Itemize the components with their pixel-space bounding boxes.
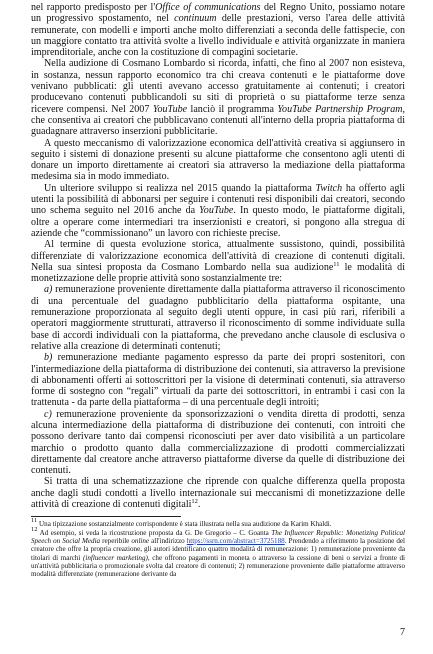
body-text	[31, 2, 405, 510]
footnote-reference: 11	[31, 517, 38, 525]
text-run: reperibile	[100, 536, 132, 545]
text-run: Ad esempio, si veda la ricostruzione proposta da G. De Gregorio – C. Goanta	[37, 528, 272, 537]
list-item-c	[31, 409, 405, 477]
paragraph	[31, 239, 405, 284]
text-run: A questo meccanismo di valorizzazione economica dell'attività creativa si aggiunsero in seguito i sistemi di donazione presenti su alcune piattaforme che consentono agli utenti di donare un importo direttamente ai creatori sia attraverso la mediazione della piattaforma medesima sia in modo immediato.	[31, 137, 405, 183]
footnote-separator	[31, 516, 181, 517]
list-item-b	[31, 352, 405, 408]
text-run: remunerazione mediante pagamento espresso da parte dei propri sostenitori, con l'intermediazione della piattaforma di distribuzione dei contenuti, sia attraverso la previsione di abbonamenti offerti ai sottoscrittori per la visione di determinati contenuti, sia attraverso forme di sostegno con “regali” virtuali da parte dei sottoscrittori, in entrambi i casi con la trattenuta - da parte della piattaforma – di una percentuale degli introiti;	[31, 352, 405, 409]
paragraph	[31, 58, 405, 137]
text-run: Si tratta di una schematizzazione che riprende con qualche differenza quella proposta anche dagli studi condotti a livello internazionale sui meccanismi di monetizzazione delle attività di creazione di contenuti digitali	[31, 476, 405, 511]
text-run: delle prestazioni, verso l'area delle attività remunerate, con modelli e importi anche molto differenziati a seconda delle fattispecie, con un maggiore contatto tra attività svolte a livello individuale e attività organizzate in maniera imprenditoriale, anche con la costituzione di compagini societarie.	[31, 13, 405, 59]
text-run: Al termine di questa evoluzione storica, attualmente sussistono, quindi, possibilità differenziate di valorizzazione economica dell'attività di creazione di contenuti digitali. Nella sua sintesi proposta da Cosmano Lombardo nella sua audizione	[31, 239, 405, 273]
footnote-link[interactable]: https://ssrn.com/abstract=3725188	[186, 536, 285, 545]
text-run: remunerazione proveniente da sponsorizzazioni o vendita diretta di prodotti, senza alcuna intermediazione della piattaforma di distribuzione dei contenuti, con introiti che possono derivare tanto dai compensi riconosciuti per aver dato visibilità a un particolare marchio o prodotto quanto dalla commercializzazione di prodotti commercializzati direttamente dal creatore anche attraverso piattaforme diverse da quelle di distribuzione dei contenuti.	[31, 408, 405, 477]
text-run: lanciò il programma	[187, 103, 278, 115]
text-run: Un ulteriore sviluppo si realizza nel 2015 quando la piattaforma	[44, 182, 316, 194]
italic-text: online	[131, 536, 150, 545]
italic-text: YouTube Partnership Program	[277, 103, 403, 115]
text-run: , che offrono pagamenti in moneta o attraverso la cessione di beni o servizi a fronte di un'attività pubblicitaria o promozionale svolta dal creatore di contenuti; 2) remunerazione proveniente dalle piattaforme attraverso modalità differenziate (remunerazione derivante da	[31, 553, 405, 579]
italic-text: The Influencer Republic: Monetizing Political Speech on Social Media	[31, 528, 405, 545]
footnotes	[31, 517, 405, 579]
italic-text: b)	[44, 352, 53, 364]
italic-text: c)	[44, 408, 52, 420]
text-run: le modalità di monetizzazione delle proprie attività sono sostanzialmente tre:	[31, 261, 405, 285]
text-run: . In questo modo, le piattaforme digitali, oltre a operare come intermediari tra inserzionisti e creatori, si pongono alla stregua di aziende che “commissionano” un lavoro con richieste precise.	[31, 205, 405, 239]
text-run: Una tipizzazione sostanzialmente corrispondente è stata illustrata nella sua audizione da Karim Khaldi.	[37, 520, 332, 529]
italic-text: Twitch	[315, 182, 343, 194]
footnote-reference: 11	[333, 260, 340, 268]
text-run: .	[197, 499, 201, 511]
italic-text: Office of communications	[155, 2, 261, 13]
italic-text: (influencer marketing)	[83, 553, 148, 562]
footnote-reference: 12	[191, 498, 198, 506]
text-run: remunerazione proveniente direttamente dalla piattaforma attraverso il riconoscimento di una percentuale del guadagno pubblicitario della piattaforma ospitante, una remunerazione proporzionata al seguito degli utenti oppure, in casi più rari, riferibili a operatori maggiormente strutturati, attraverso il riconoscimento di somme individuate sulla base di accordi individuali con la piattaforma, che prevedano anche clausole di esclusiva o relative alla creazione di determinati contenuti;	[31, 284, 405, 352]
text-run: , che consentiva ai creatori che pubblicavano contenuti all'interno della propria piattaforma di guadagnare attraverso inserzioni pubblicitarie.	[31, 103, 405, 138]
paragraph	[31, 138, 405, 183]
footnote-reference: 12	[31, 525, 38, 533]
italic-text: YouTube	[199, 205, 234, 217]
paragraph	[31, 476, 405, 510]
list-item-a	[31, 284, 405, 352]
text-run: all'indirizzo	[149, 536, 187, 545]
italic-text: a)	[44, 284, 53, 296]
paragraph	[31, 183, 405, 239]
paragraph	[31, 2, 405, 58]
text-run: ha offerto agli utenti la possibilità di abbonarsi per seguire i contenuti resi disponibili dai creatori, secondo uno schema seguito nel 2016 anche da	[31, 182, 405, 217]
text-run: del Regno Unito, possiamo notare un progressivo spostamento, nel	[31, 2, 405, 25]
text-run: . Prendendo a riferimento la posizione del creatore che offre la propria creazione, gli autori identificano quattro modalità di remunerazione: 1) remunerazione proveniente da titolari di marchi	[31, 536, 405, 562]
footnote-12	[31, 525, 405, 579]
text-run: Nella audizione di Cosmano Lombardo si ricorda, infatti, che fino al 2007 non esisteva, in sostanza, nessun rapporto economico tra chi creava contenuti e le piattaforme dove venivano pubblicati: gli utenti avevano accesso gratuitamente ai contenuti; i creatori producevano contenuti pubblicandoli su siti di proprietà o su piattaforme terze senza ricevere compensi. Nel 2007	[31, 58, 405, 115]
italic-text: continuum	[174, 13, 217, 25]
italic-text: YouTube	[152, 103, 188, 115]
page-number: 7	[400, 627, 405, 638]
text-run: nel rapporto predisposto per l'	[31, 2, 156, 13]
